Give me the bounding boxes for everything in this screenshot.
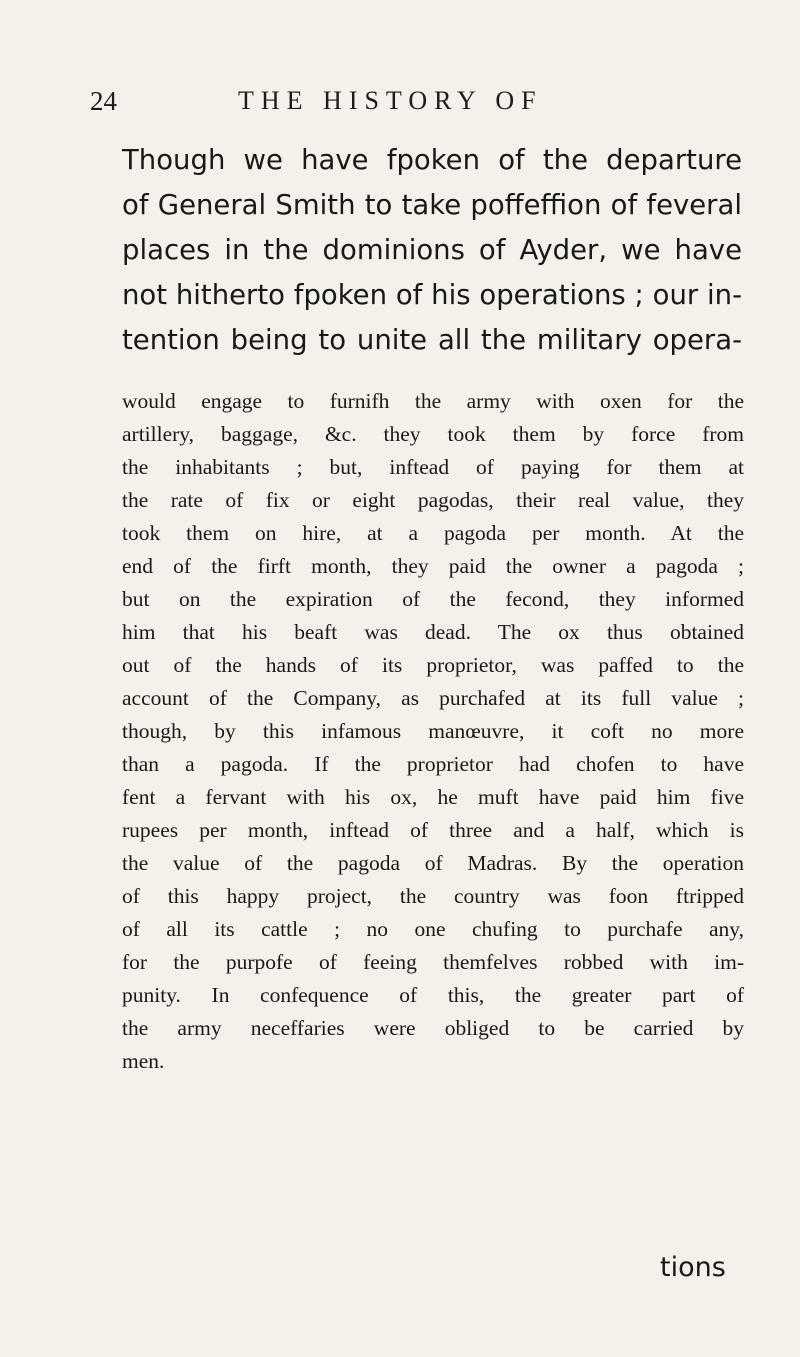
main-text-line: tention being to unite all the military opera- (122, 324, 742, 356)
footnote-line: the inhabitants ; but, inftead of paying for them at (122, 455, 744, 479)
footnote-line: fent a fervant with his ox, he muft have paid him five (122, 785, 744, 809)
page-header (90, 86, 740, 126)
footnote-line: artillery, baggage, &c. they took them by force from (122, 422, 744, 446)
main-text-line: Though we have fpoken of the departure (122, 144, 742, 176)
main-text-line: places in the dominions of Ayder, we have (122, 234, 742, 266)
footnote-line: rupees per month, inftead of three and a half, which is (122, 818, 744, 842)
footnote-line: the army neceffaries were obliged to be carried by (122, 1016, 744, 1040)
footnote-line: of this happy project, the country was foon ftripped (122, 884, 744, 908)
footnote-line: the rate of fix or eight pagodas, their real value, they (122, 488, 744, 512)
main-text-line: of General Smith to take poffeffion of feveral (122, 189, 742, 221)
footnote-line: punity. In confequence of this, the greater part of (122, 983, 744, 1007)
running-head: THE HISTORY OF (238, 86, 543, 115)
footnote-line: than a pagoda. If the proprietor had chofen to have (122, 752, 744, 776)
footnote-line: account of the Company, as purchafed at its full value ; (122, 686, 744, 710)
footnote-line: him that his beaft was dead. The ox thus obtained (122, 620, 744, 644)
main-text-block (122, 138, 742, 363)
footnote-line: would engage to furnifh the army with oxen for the (122, 389, 744, 413)
footnote-line: end of the firft month, they paid the owner a pagoda ; (122, 554, 744, 578)
footnote-line: the value of the pagoda of Madras. By the operation (122, 851, 744, 875)
footnote-line: men. (122, 1049, 165, 1073)
footnote-line: though, by this infamous manœuvre, it coft no more (122, 719, 744, 743)
catchword: tions (660, 1252, 726, 1283)
footnote-line: out of the hands of its proprietor, was paffed to the (122, 653, 744, 677)
main-text-line: not hitherto fpoken of his operations ; our in- (122, 279, 742, 311)
footnote-line: of all its cattle ; no one chufing to purchafe any, (122, 917, 744, 941)
page-number: 24 (90, 86, 117, 116)
footnote-line: took them on hire, at a pagoda per month. At the (122, 521, 744, 545)
footnote-line: for the purpofe of feeing themfelves robbed with im- (122, 950, 744, 974)
footnote-block (122, 385, 744, 1078)
footnote-line: but on the expiration of the fecond, they informed (122, 587, 744, 611)
